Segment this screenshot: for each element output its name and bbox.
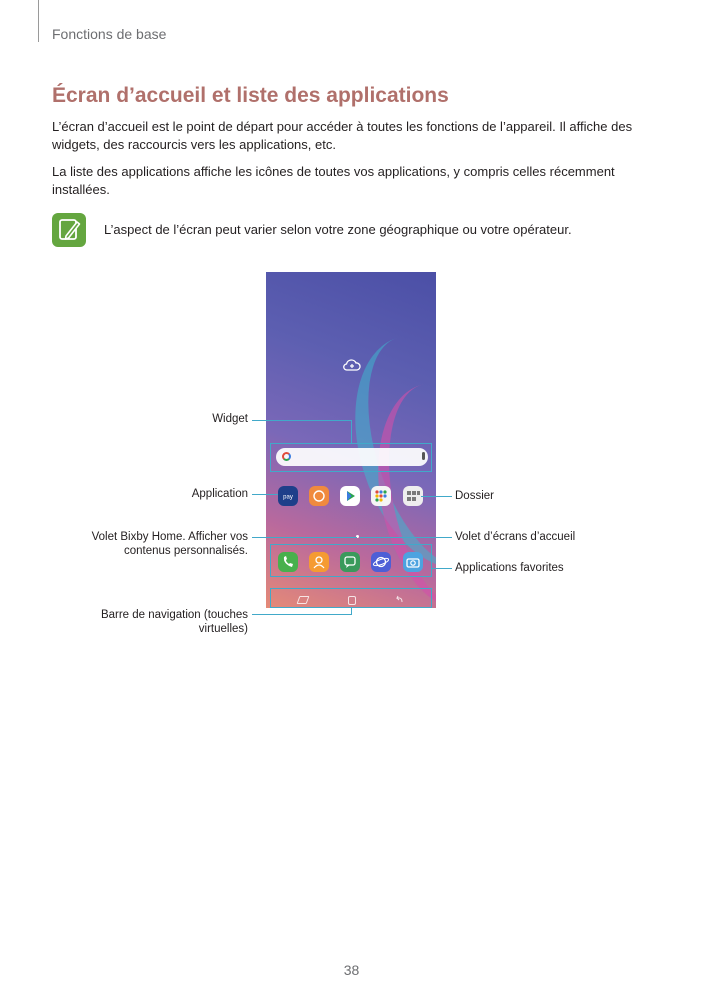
note-text: L’aspect de l’écran peut varier selon votre zone géographique ou votre opérateur. [104, 222, 572, 237]
home-panel-callout-label: Volet d’écrans d’accueil [455, 531, 576, 543]
navbar-highlight-box [270, 588, 432, 608]
widget-callout-label: Widget [212, 413, 248, 425]
section-header: Fonctions de base [52, 26, 167, 42]
favorites-highlight-box [270, 544, 432, 577]
navbar-leader-line [351, 608, 352, 615]
microsoft-folder-icon[interactable] [403, 486, 423, 506]
header-rule [38, 0, 39, 42]
apps-list-paragraph: La liste des applications affiche les icônes de toutes vos applications, y compris celles récemment installées. [52, 164, 615, 197]
svg-text:pay: pay [283, 494, 293, 501]
favorites-leader-line [432, 568, 452, 569]
page-number: 38 [343, 962, 360, 978]
favorites-callout-label: Applications favorites [455, 562, 564, 574]
play-store-app-icon[interactable] [340, 486, 360, 506]
bixby-callout-label: Volet Bixby Home. Afficher vos contenus personnalisés. [91, 531, 248, 557]
application-leader-line [252, 494, 278, 495]
folder-leader-line [421, 496, 452, 497]
navbar-callout-label: Barre de navigation (touches virtuelles) [100, 609, 248, 635]
note-pencil-icon [52, 213, 86, 247]
google-folder-icon[interactable] [371, 486, 391, 506]
widget-leader-line [252, 420, 352, 421]
folder-callout-label: Dossier [455, 490, 494, 502]
navbar-leader-line [252, 614, 352, 615]
bixby-leader-line [252, 537, 357, 538]
intro-paragraph: L’écran d’accueil est le point de départ pour accéder à toutes les fonctions de l’appareil. Il affiche des widgets, des raccourcis vers les applications, etc. [52, 119, 633, 152]
samsung-pay-app-icon[interactable] [278, 486, 298, 506]
widget-highlight-box [270, 443, 432, 472]
cloud-plus-icon [342, 357, 362, 373]
gallery-app-icon[interactable] [309, 486, 329, 506]
application-callout-label: Application [191, 488, 248, 500]
home-panel-leader-line [360, 537, 452, 538]
widget-leader-line [351, 420, 352, 443]
page-title: Écran d’accueil et liste des applications [52, 84, 449, 107]
